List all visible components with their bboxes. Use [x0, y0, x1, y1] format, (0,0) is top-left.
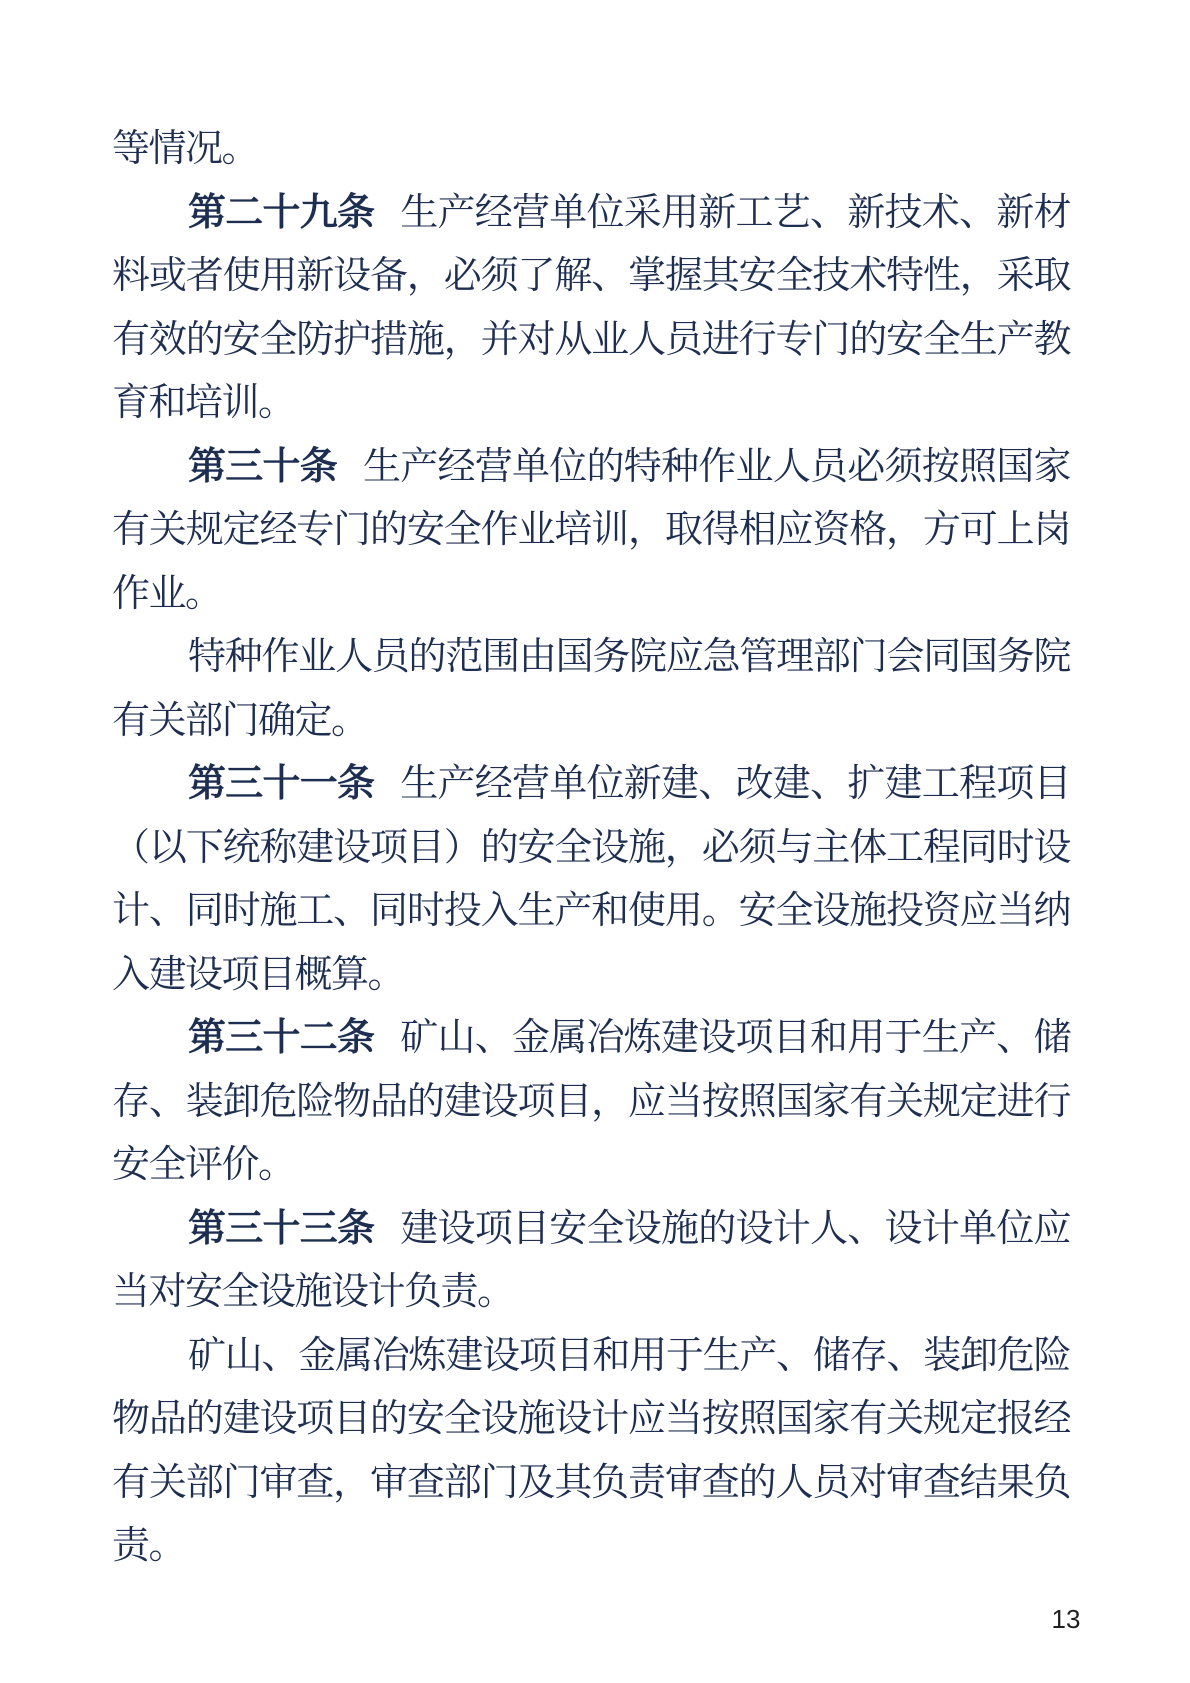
article-33-label: 第三十三条: [188, 1207, 375, 1250]
document-body: [112, 118, 1070, 1579]
article-29-text: 生产经营单位采用新工艺、新技术、新材料或者使用新设备，必须了解、掌握其安全技术特性，采取有效的安全防护措施，并对从业人员进行专门的安全生产教育和培训。: [112, 191, 1070, 424]
paragraph-article-30-clause-2: [112, 626, 1070, 753]
paragraph-article-30: [112, 436, 1070, 627]
article-32-text: 矿山、金属冶炼建设项目和用于生产、储存、装卸危险物品的建设项目，应当按照国家有关规定进行安全评价。: [112, 1017, 1070, 1186]
paragraph-article-29: [112, 182, 1070, 436]
article-30-label: 第三十条: [188, 445, 337, 488]
paragraph-article-32: [112, 1007, 1070, 1198]
article-31-text: 生产经营单位新建、改建、扩建工程项目（以下统称建设项目）的安全设施，必须与主体工程同时设计、同时施工、同时投入生产和使用。安全设施投资应当纳入建设项目概算。: [112, 763, 1070, 996]
paragraph-continuation-text: 等情况。: [112, 128, 259, 170]
paragraph-article-33-clause-2: [112, 1325, 1070, 1579]
article-30-clause-2-text: 特种作业人员的范围由国务院应急管理部门会同国务院有关部门确定。: [112, 636, 1070, 742]
article-30-text: 生产经营单位的特种作业人员必须按照国家有关规定经专门的安全作业培训，取得相应资格，方可上岗作业。: [112, 445, 1070, 615]
article-32-label: 第三十二条: [188, 1017, 375, 1059]
article-33-clause-2-text: 矿山、金属冶炼建设项目和用于生产、储存、装卸危险物品的建设项目的安全设施设计应当按照国家有关规定报经有关部门审查，审查部门及其负责审查的人员对审查结果负责。: [112, 1334, 1070, 1567]
page-number: 13: [1051, 1604, 1081, 1634]
paragraph-article-31: [112, 753, 1070, 1007]
paragraph-continuation: [112, 118, 1070, 182]
article-31-label: 第三十一条: [188, 763, 375, 805]
paragraph-article-33: [112, 1198, 1070, 1325]
article-33-text: 建设项目安全设施的设计人、设计单位应当对安全设施设计负责。: [112, 1207, 1070, 1313]
article-29-label: 第二十九条: [188, 191, 375, 234]
